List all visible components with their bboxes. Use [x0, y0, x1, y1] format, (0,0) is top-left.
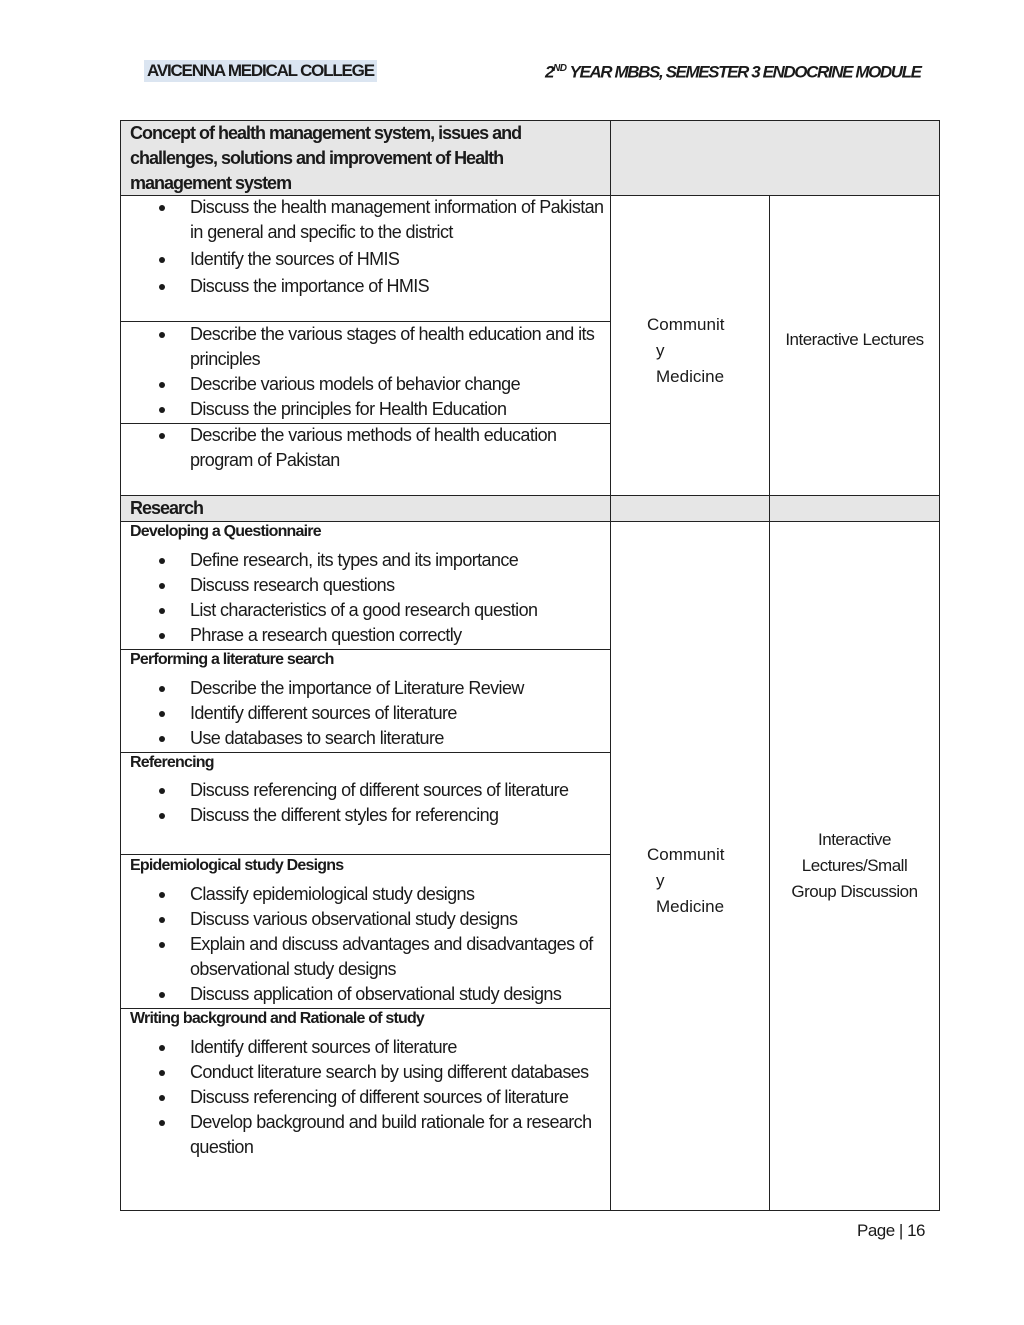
- module-title-text: YEAR MBBS, SEMESTER 3 ENDOCRINE MODULE: [566, 62, 921, 82]
- objectives-health-education: [150, 322, 606, 422]
- subheading-study-designs: Epidemiological study Designs: [130, 857, 344, 874]
- objective-item: Classify epidemiological study designs: [150, 882, 606, 907]
- objectives-health-education-methods: [150, 423, 606, 473]
- objective-item: Describe the various stages of health education and its principles: [150, 322, 606, 372]
- objective-item: Describe various models of behavior change: [150, 372, 606, 397]
- objective-item: Describe the importance of Literature Review: [150, 676, 606, 701]
- subheading-background-rationale: Writing background and Rationale of study: [130, 1010, 425, 1027]
- objectives-literature-search: [150, 676, 606, 751]
- subheading-literature-search: Performing a literature search: [130, 651, 334, 668]
- objective-item: Discuss various observational study designs: [150, 907, 606, 932]
- objectives-background-rationale: [150, 1035, 606, 1160]
- subheading-questionnaire: Developing a Questionnaire: [130, 523, 321, 540]
- objective-item: Describe the various methods of health education program of Pakistan: [150, 423, 606, 473]
- objective-item: Develop background and build rationale for a research question: [150, 1110, 606, 1160]
- objective-item: Discuss the health management information of Pakistan in general and specific to the district: [150, 195, 606, 245]
- objective-item: Use databases to search literature: [150, 726, 606, 751]
- objective-item: Discuss research questions: [150, 573, 606, 598]
- objectives-study-designs: [150, 882, 606, 1007]
- objective-item: List characteristics of a good research question: [150, 598, 606, 623]
- objectives-referencing: [150, 778, 606, 828]
- objective-item: Identify different sources of literature: [150, 1035, 606, 1060]
- teaching-method: Interactive Lectures/Small Group Discussion: [791, 830, 918, 901]
- module-ordinal: 2: [545, 62, 554, 82]
- objective-item: Define research, its types and its importance: [150, 548, 606, 573]
- objectives-questionnaire: [150, 548, 606, 648]
- topic-row-research: [121, 496, 940, 521]
- objective-item: Explain and discuss advantages and disadvantages of observational study designs: [150, 932, 606, 982]
- objective-item: Discuss referencing of different sources of literature: [150, 1085, 606, 1110]
- topic-health-management: Concept of health management system, issues and challenges, solutions and improvement of Health management system: [130, 123, 522, 193]
- subheading-referencing: Referencing: [130, 754, 214, 771]
- college-name: AVICENNA MEDICAL COLLEGE: [144, 60, 377, 82]
- objective-item: Discuss the different styles for referencing: [150, 803, 606, 828]
- module-title: [545, 58, 921, 84]
- objective-item: Identify the sources of HMIS: [150, 247, 606, 272]
- objectives-hmis: [150, 195, 606, 299]
- objective-item: Discuss referencing of different sources of literature: [150, 778, 606, 803]
- objective-item: Identify different sources of literature: [150, 701, 606, 726]
- department-community-medicine: Communit y Medicine: [647, 315, 725, 386]
- teaching-method: Interactive Lectures: [785, 330, 924, 349]
- objective-item: Discuss application of observational study designs: [150, 982, 606, 1007]
- module-ordinal-suffix: ND: [553, 63, 567, 74]
- objective-item: Discuss the importance of HMIS: [150, 274, 606, 299]
- topic-research: Research: [130, 498, 204, 518]
- objective-item: Conduct literature search by using different databases: [150, 1060, 606, 1085]
- department-community-medicine: Communit y Medicine: [647, 845, 725, 916]
- objective-item: Discuss the principles for Health Education: [150, 397, 606, 422]
- objective-item: Phrase a research question correctly: [150, 623, 606, 648]
- page-number: Page | 16: [857, 1221, 925, 1240]
